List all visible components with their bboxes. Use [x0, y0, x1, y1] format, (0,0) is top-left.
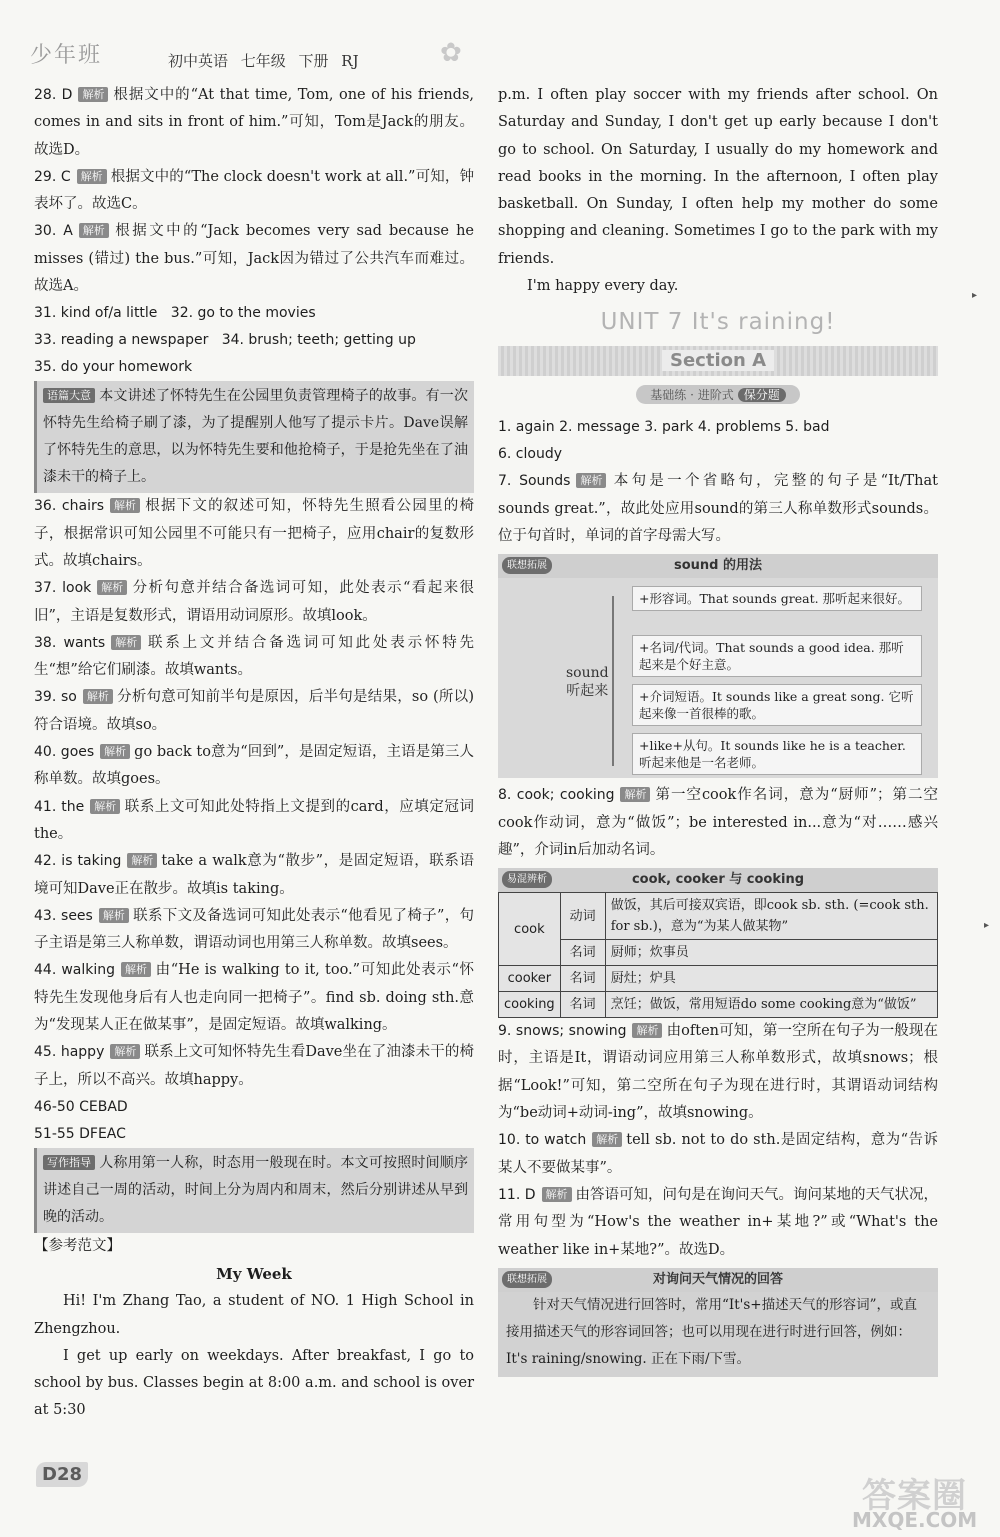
- summary-box: 语篇大意 本文讲述了怀特先生在公园里负责管理椅子的故事。有一次怀特先生给椅子刷了漆，为了提醒别人他写了提示卡片。Dave误解了怀特先生的意思，以为怀特先生要和他抢椅子，于是抢先坐在了油漆未干的椅子上。: [34, 381, 474, 493]
- summary-label: 语篇大意: [43, 388, 95, 403]
- book-info: 初中英语 七年级 下册 RJ: [168, 52, 359, 70]
- answer-10: 10. to watch 解析 tell sb. not to do sth.是固定结构，意为“告诉某人不要做某事”。: [498, 1132, 939, 1176]
- series-logo: 少年班: [30, 43, 103, 68]
- answers-1-5: 1. again 2. message 3. park 4. problems 5. bad: [498, 419, 830, 436]
- answer-36: 36. chairs 解析 根据下文的叙述可知，怀特先生照看公园里的椅子，根据常识可知公园里不可能只有一把椅子，应用chair的复数形式。故填chairs。: [34, 498, 475, 569]
- reference-label: 【参考范文】: [34, 1237, 121, 1254]
- essay-paragraph-2: I get up early on weekdays. After breakfast, I go to school by bus. Classes begin at 8:00 a.m. and school is over at 5:30: [34, 1347, 474, 1419]
- answer-40: 40. goes 解析 go back to意为“回到”，是固定短语，主语是第三人称单数。故填goes。: [34, 744, 474, 788]
- pos-verb: 动词: [560, 893, 605, 940]
- answer-6: 6. cloudy: [498, 446, 563, 463]
- answer-41: 41. the 解析 联系上文可知此处特指上文提到的card，应填定冠词the。: [34, 798, 474, 842]
- page-number: D28: [36, 1462, 88, 1487]
- answer-11: 11. D 解析 由答语可知，问句是在询问天气。询问某地的天气状况，常用句型为“How's the weather in+某地?”或“What's the weather like in+某地?”。故选D。: [498, 1186, 938, 1258]
- left-column: [34, 82, 474, 1425]
- sound-usage-panel: [498, 578, 938, 778]
- essay-paragraph-1: Hi! I'm Zhang Tao, a student of NO. 1 High School in Zhengzhou.: [34, 1293, 474, 1337]
- table-row: [499, 893, 938, 940]
- answer-43: 43. sees 解析 联系下文及备选词可知此处表示“他看见了椅子”，句子主语是第三人称单数，谓语动词也用第三人称单数。故填sees。: [34, 907, 475, 952]
- answer-42: 42. is taking 解析 take a walk意为“散步”，是固定短语，联系语境可知Dave正在散步。故填is taking。: [34, 853, 474, 897]
- unit-title: UNIT 7 It's raining!: [600, 309, 836, 336]
- sound-word: sound 听起来: [566, 665, 609, 700]
- section-title: Section A: [662, 350, 774, 371]
- confuse-label: 易混辨析: [502, 871, 552, 888]
- sound-item-3: +介词短语。It sounds like a great song. 它听起来像一首很棒的歌。: [632, 684, 922, 726]
- weather-reply-box: 针对天气情况进行回答时，常用“It's+描述天气的形容词”，或直接用描述天气的形容词回答；也可以用现在进行时进行回答，例如：It's raining/snowing. 正在下雨/下雪。: [498, 1292, 938, 1377]
- answer-38: 38. wants 解析 联系上文并结合备选词可知此处表示怀特先生“想”给它们刷漆。故填wants。: [34, 634, 475, 679]
- answers-31-32: 31. kind of/a little 32. go to the movies: [34, 305, 316, 322]
- tier-badge: 保分题: [738, 388, 786, 402]
- writing-guide-label: 写作指导: [43, 1155, 95, 1170]
- brace-line: [612, 596, 630, 766]
- answer-44: 44. walking 解析 由“He is walking to it, too.”可知此处表示“怀特先生发现他身后有人也走向同一把椅子”。find sb. doing sth.意为“发现某人正在做某事”，是固定短语。故填walking。: [34, 962, 474, 1034]
- word-cooking: cooking: [499, 992, 561, 1018]
- pos-cooking: 名词: [560, 992, 605, 1018]
- def-cooking: 烹饪；做饭，常用短语do some cooking意为“做饭”: [605, 992, 937, 1018]
- answer-30: 30. A 解析 根据文中的“Jack becomes very sad because he misses (错过) the bus.”可知，Jack因为错过了公共汽车而难过。故选A。: [34, 223, 475, 295]
- answer-8: 8. cook; cooking 解析 第一空cook作名词，意为“厨师”；第二空cook作动词，意为“做饭”；be interested in...意为“对……感兴趣”，介词in后加动名词。: [498, 787, 938, 858]
- writing-guide-box: 写作指导 人称用第一人称，时态用一般现在时。本文可按照时间顺序讲述自己一周的活动，时间上分为周内和周末，然后分别讲述从早到晚的活动。: [34, 1148, 474, 1233]
- answer-35: 35. do your homework: [34, 359, 193, 376]
- answers-46-50: 46-50 CEBAD: [34, 1098, 128, 1115]
- answer-39: 39. so 解析 分析句意可知前半句是原因，后半句是结果，so (所以)符合语境。故填so。: [34, 689, 475, 733]
- answers-33-34: 33. reading a newspaper 34. brush; teeth; getting up: [34, 332, 416, 349]
- watermark-url: MXQE.COM: [852, 1508, 978, 1532]
- essay-continuation: p.m. I often play soccer with my friends after school. On Saturday and Sunday, I don't get up early because I don't go to school. On Saturday, I usually do my homework and read books in the morning. In the afternoon, I often play basketball. On Sunday, I often help my mother do some shopping and cleaning. Sometimes I go to the park with my friends.: [498, 87, 938, 267]
- table-row: [499, 940, 938, 966]
- margin-mark: ▸: [972, 290, 978, 301]
- essay-ending: I'm happy every day.: [527, 278, 679, 295]
- answer-28: 28. D 解析 根据文中的“At that time, Tom, one of his friends, comes in and sits in front of him.”可知，Tom是Jack的朋友。故选D。: [34, 87, 475, 158]
- pos-noun: 名词: [560, 940, 605, 966]
- answer-7: 7. Sounds 解析 本句是一个省略句，完整的句子是“It/That sounds great.”，故此处应用sound的第三人称单数形式sounds。位于句首时，单词的首字母需大写。: [498, 473, 938, 544]
- answer-29: 29. C 解析 根据文中的“The clock doesn't work at all.”可知，钟表坏了。故选C。: [34, 168, 474, 213]
- sound-usage-header: 联想拓展 sound 的用法: [498, 554, 938, 578]
- right-column: [498, 82, 938, 1377]
- weather-reply-header: 联想拓展 对询问天气情况的回答: [498, 1268, 938, 1292]
- sound-item-2: +名词/代词。That sounds a good idea. 那听起来是个好主意。: [632, 635, 922, 677]
- margin-mark: ▸: [984, 920, 990, 931]
- word-cooker: cooker: [499, 966, 561, 992]
- weather-label: 联想拓展: [502, 1271, 552, 1288]
- def-noun: 厨师；炊事员: [605, 940, 937, 966]
- answer-37: 37. look 解析 分析句意并结合备选词可知，此处表示“看起来很旧”，主语是复数形式，谓语用动词原形。故填look。: [34, 580, 474, 624]
- pos-cooker: 名词: [560, 966, 605, 992]
- page-header: [0, 0, 1000, 80]
- table-row: [499, 992, 938, 1018]
- expand-label: 联想拓展: [502, 557, 552, 574]
- section-bar: [498, 346, 938, 376]
- sound-item-4: +like+从句。It sounds like he is a teacher. 听起来他是一名老师。: [632, 733, 922, 775]
- essay-title: My Week: [216, 1265, 292, 1284]
- header-decoration-icon: ✿: [440, 38, 462, 68]
- watermark-logo: 答案圈: [862, 1476, 967, 1516]
- tier-bar: 基础练 · 进阶式 保分题: [498, 384, 938, 404]
- answer-45: 45. happy 解析 联系上文可知怀特先生看Dave坐在了油漆未干的椅子上，所以不高兴。故填happy。: [34, 1044, 474, 1088]
- def-verb: 做饭，其后可接双宾语，即cook sb. sth. (=cook sth. for sb.)，意为“为某人做某物”: [605, 893, 937, 940]
- cook-compare-header: 易混辨析 cook, cooker 与 cooking: [498, 868, 938, 892]
- cook-compare-table: [498, 892, 938, 1018]
- sound-item-1: +形容词。That sounds great. 那听起来很好。: [632, 586, 922, 611]
- def-cooker: 厨灶；炉具: [605, 966, 937, 992]
- table-row: [499, 966, 938, 992]
- word-cook: cook: [499, 893, 561, 966]
- answers-51-55: 51-55 DFEAC: [34, 1125, 126, 1142]
- answer-9: 9. snows; snowing 解析 由often可知，第一空所在句子为一般现在时，主语是It，谓语动词应用第三人称单数形式，故填snows；根据“Look!”可知，第二空所在句子为现在进行时，其谓语动词结构为“be动词+动词-ing”，故填snowing。: [498, 1023, 938, 1122]
